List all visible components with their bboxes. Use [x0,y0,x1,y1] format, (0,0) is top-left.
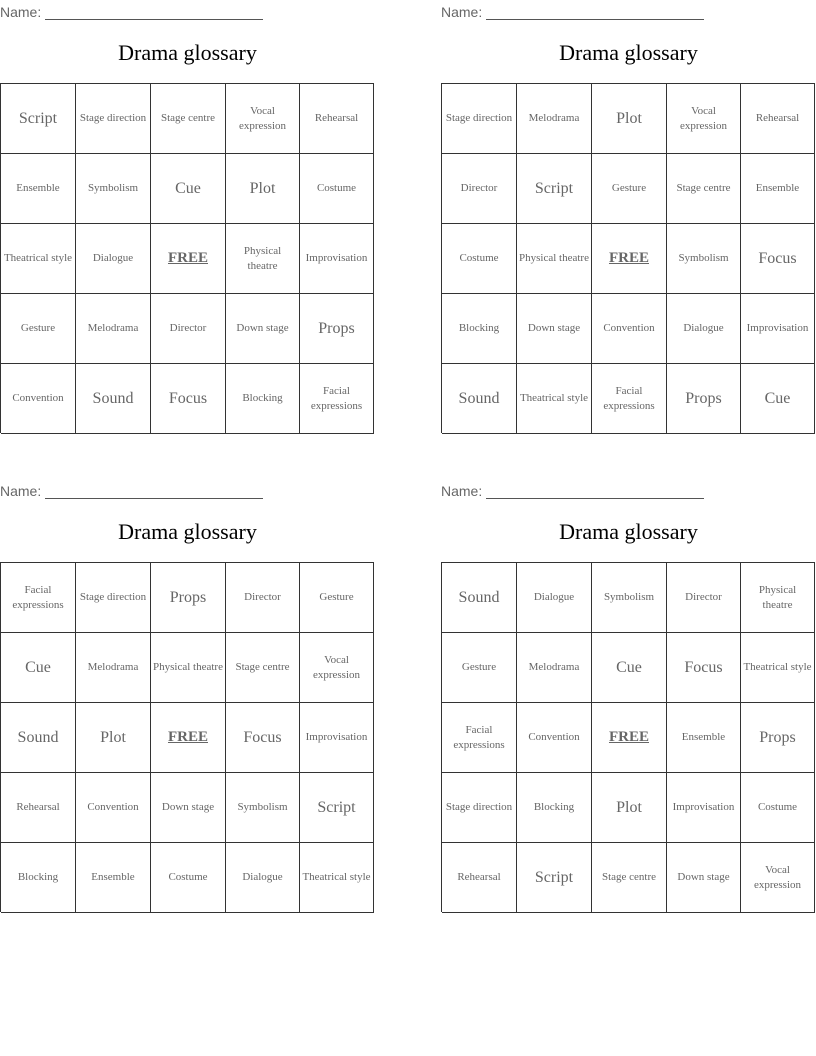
bingo-cell[interactable]: Sound [442,364,517,434]
name-row [0,2,263,20]
bingo-cell[interactable]: Focus [741,224,815,294]
bingo-cell[interactable]: Ensemble [741,154,815,224]
bingo-cell[interactable]: Dialogue [76,224,151,294]
bingo-cell[interactable]: Down stage [517,294,592,364]
bingo-cell[interactable]: Cue [1,633,76,703]
bingo-cell[interactable]: Script [517,843,592,913]
bingo-cell[interactable]: Symbolism [76,154,151,224]
bingo-cell[interactable]: Gesture [300,563,374,633]
bingo-cell[interactable]: Script [1,84,76,154]
card-title: Drama glossary [118,519,257,544]
bingo-cell[interactable]: Vocal expression [741,843,815,913]
bingo-cell[interactable]: Rehearsal [1,773,76,843]
bingo-cell[interactable]: Sound [442,563,517,633]
bingo-cell[interactable]: Script [300,773,374,843]
bingo-cell[interactable]: Down stage [667,843,741,913]
bingo-cell[interactable]: Vocal expression [300,633,374,703]
bingo-cell[interactable]: Improvisation [300,703,374,773]
bingo-cell[interactable]: Rehearsal [300,84,374,154]
free-space-cell[interactable]: FREE [151,703,226,773]
bingo-cell[interactable]: Melodrama [517,633,592,703]
bingo-cell[interactable]: Melodrama [76,294,151,364]
bingo-cell[interactable]: Rehearsal [741,84,815,154]
bingo-cell[interactable]: Rehearsal [442,843,517,913]
free-space-cell[interactable]: FREE [592,224,667,294]
bingo-cell[interactable]: Stage centre [151,84,226,154]
name-label: Name: [0,483,42,499]
bingo-cell[interactable]: Down stage [226,294,300,364]
name-label: Name: [441,4,483,20]
bingo-cell[interactable]: Focus [667,633,741,703]
bingo-cell[interactable]: Improvisation [667,773,741,843]
bingo-cell[interactable]: Stage centre [667,154,741,224]
bingo-cell[interactable]: Improvisation [300,224,374,294]
bingo-cell[interactable]: Improvisation [741,294,815,364]
free-space-cell[interactable]: FREE [151,224,226,294]
bingo-cell[interactable]: Stage centre [592,843,667,913]
bingo-cell[interactable]: Convention [1,364,76,434]
name-blank-line[interactable] [486,484,704,499]
card-title: Drama glossary [118,40,257,65]
card-title: Drama glossary [559,519,698,544]
bingo-cell[interactable]: Gesture [442,633,517,703]
bingo-cell[interactable]: Script [517,154,592,224]
bingo-cell[interactable]: Theatrical style [741,633,815,703]
bingo-cell[interactable]: Down stage [151,773,226,843]
bingo-cell[interactable]: Physical theatre [151,633,226,703]
bingo-cell[interactable]: Focus [151,364,226,434]
bingo-grid [441,83,815,433]
bingo-cell[interactable]: Stage centre [226,633,300,703]
bingo-cell[interactable]: Dialogue [517,563,592,633]
bingo-cell[interactable]: Facial expressions [300,364,374,434]
bingo-cell[interactable]: Melodrama [76,633,151,703]
bingo-cell[interactable]: Cue [741,364,815,434]
bingo-cell[interactable]: Symbolism [592,563,667,633]
bingo-cell[interactable]: Gesture [1,294,76,364]
bingo-cell[interactable]: Cue [592,633,667,703]
bingo-cell[interactable]: Costume [300,154,374,224]
bingo-cell[interactable]: Plot [592,84,667,154]
name-blank-line[interactable] [486,5,704,20]
card-title: Drama glossary [559,40,698,65]
bingo-cell[interactable]: Director [151,294,226,364]
name-row [441,2,704,20]
bingo-grid [0,562,374,912]
name-label: Name: [441,483,483,499]
bingo-cell[interactable]: Symbolism [226,773,300,843]
bingo-cell[interactable]: Convention [517,703,592,773]
bingo-cell[interactable]: Theatrical style [1,224,76,294]
bingo-cell[interactable]: Facial expressions [1,563,76,633]
bingo-cell[interactable]: Plot [592,773,667,843]
bingo-cell[interactable]: Blocking [442,294,517,364]
name-row [0,481,263,499]
name-label: Name: [0,4,42,20]
bingo-cell[interactable]: Focus [226,703,300,773]
bingo-cell[interactable]: Physical theatre [517,224,592,294]
bingo-cell[interactable]: Stage direction [442,773,517,843]
bingo-cell[interactable]: Facial expressions [592,364,667,434]
bingo-cell[interactable]: Plot [226,154,300,224]
bingo-cell[interactable]: Symbolism [667,224,741,294]
bingo-cell[interactable]: Props [151,563,226,633]
bingo-cell[interactable]: Props [300,294,374,364]
bingo-cell[interactable]: Melodrama [517,84,592,154]
bingo-cell[interactable]: Dialogue [667,294,741,364]
bingo-cell[interactable]: Cue [151,154,226,224]
bingo-cell[interactable]: Gesture [592,154,667,224]
bingo-cell[interactable]: Ensemble [667,703,741,773]
bingo-cell[interactable]: Physical theatre [741,563,815,633]
bingo-cell[interactable]: Dialogue [226,843,300,913]
bingo-cell[interactable]: Props [667,364,741,434]
bingo-cell[interactable]: Props [741,703,815,773]
bingo-cell[interactable]: Blocking [226,364,300,434]
name-blank-line[interactable] [45,484,263,499]
bingo-cell[interactable]: Convention [592,294,667,364]
bingo-grid [441,562,815,912]
bingo-cell[interactable]: Director [226,563,300,633]
bingo-cell[interactable]: Blocking [517,773,592,843]
bingo-cell[interactable]: Theatrical style [300,843,374,913]
free-space-cell[interactable]: FREE [592,703,667,773]
bingo-cell[interactable]: Sound [1,703,76,773]
name-blank-line[interactable] [45,5,263,20]
bingo-cell[interactable]: Theatrical style [517,364,592,434]
bingo-cell[interactable]: Director [442,154,517,224]
bingo-cell[interactable]: Stage direction [442,84,517,154]
bingo-cell[interactable]: Director [667,563,741,633]
bingo-grid [0,83,374,433]
bingo-cell[interactable]: Stage direction [76,84,151,154]
bingo-cell[interactable]: Plot [76,703,151,773]
bingo-cell[interactable]: Ensemble [1,154,76,224]
bingo-cell[interactable]: Ensemble [76,843,151,913]
bingo-cell[interactable]: Costume [741,773,815,843]
bingo-cell[interactable]: Stage direction [76,563,151,633]
bingo-cell[interactable]: Convention [76,773,151,843]
name-row [441,481,704,499]
bingo-cell[interactable]: Costume [151,843,226,913]
bingo-cell[interactable]: Vocal expression [226,84,300,154]
bingo-cell[interactable]: Sound [76,364,151,434]
bingo-cell[interactable]: Costume [442,224,517,294]
bingo-cell[interactable]: Facial expressions [442,703,517,773]
bingo-cell[interactable]: Blocking [1,843,76,913]
bingo-cell[interactable]: Vocal expression [667,84,741,154]
bingo-cell[interactable]: Physical theatre [226,224,300,294]
